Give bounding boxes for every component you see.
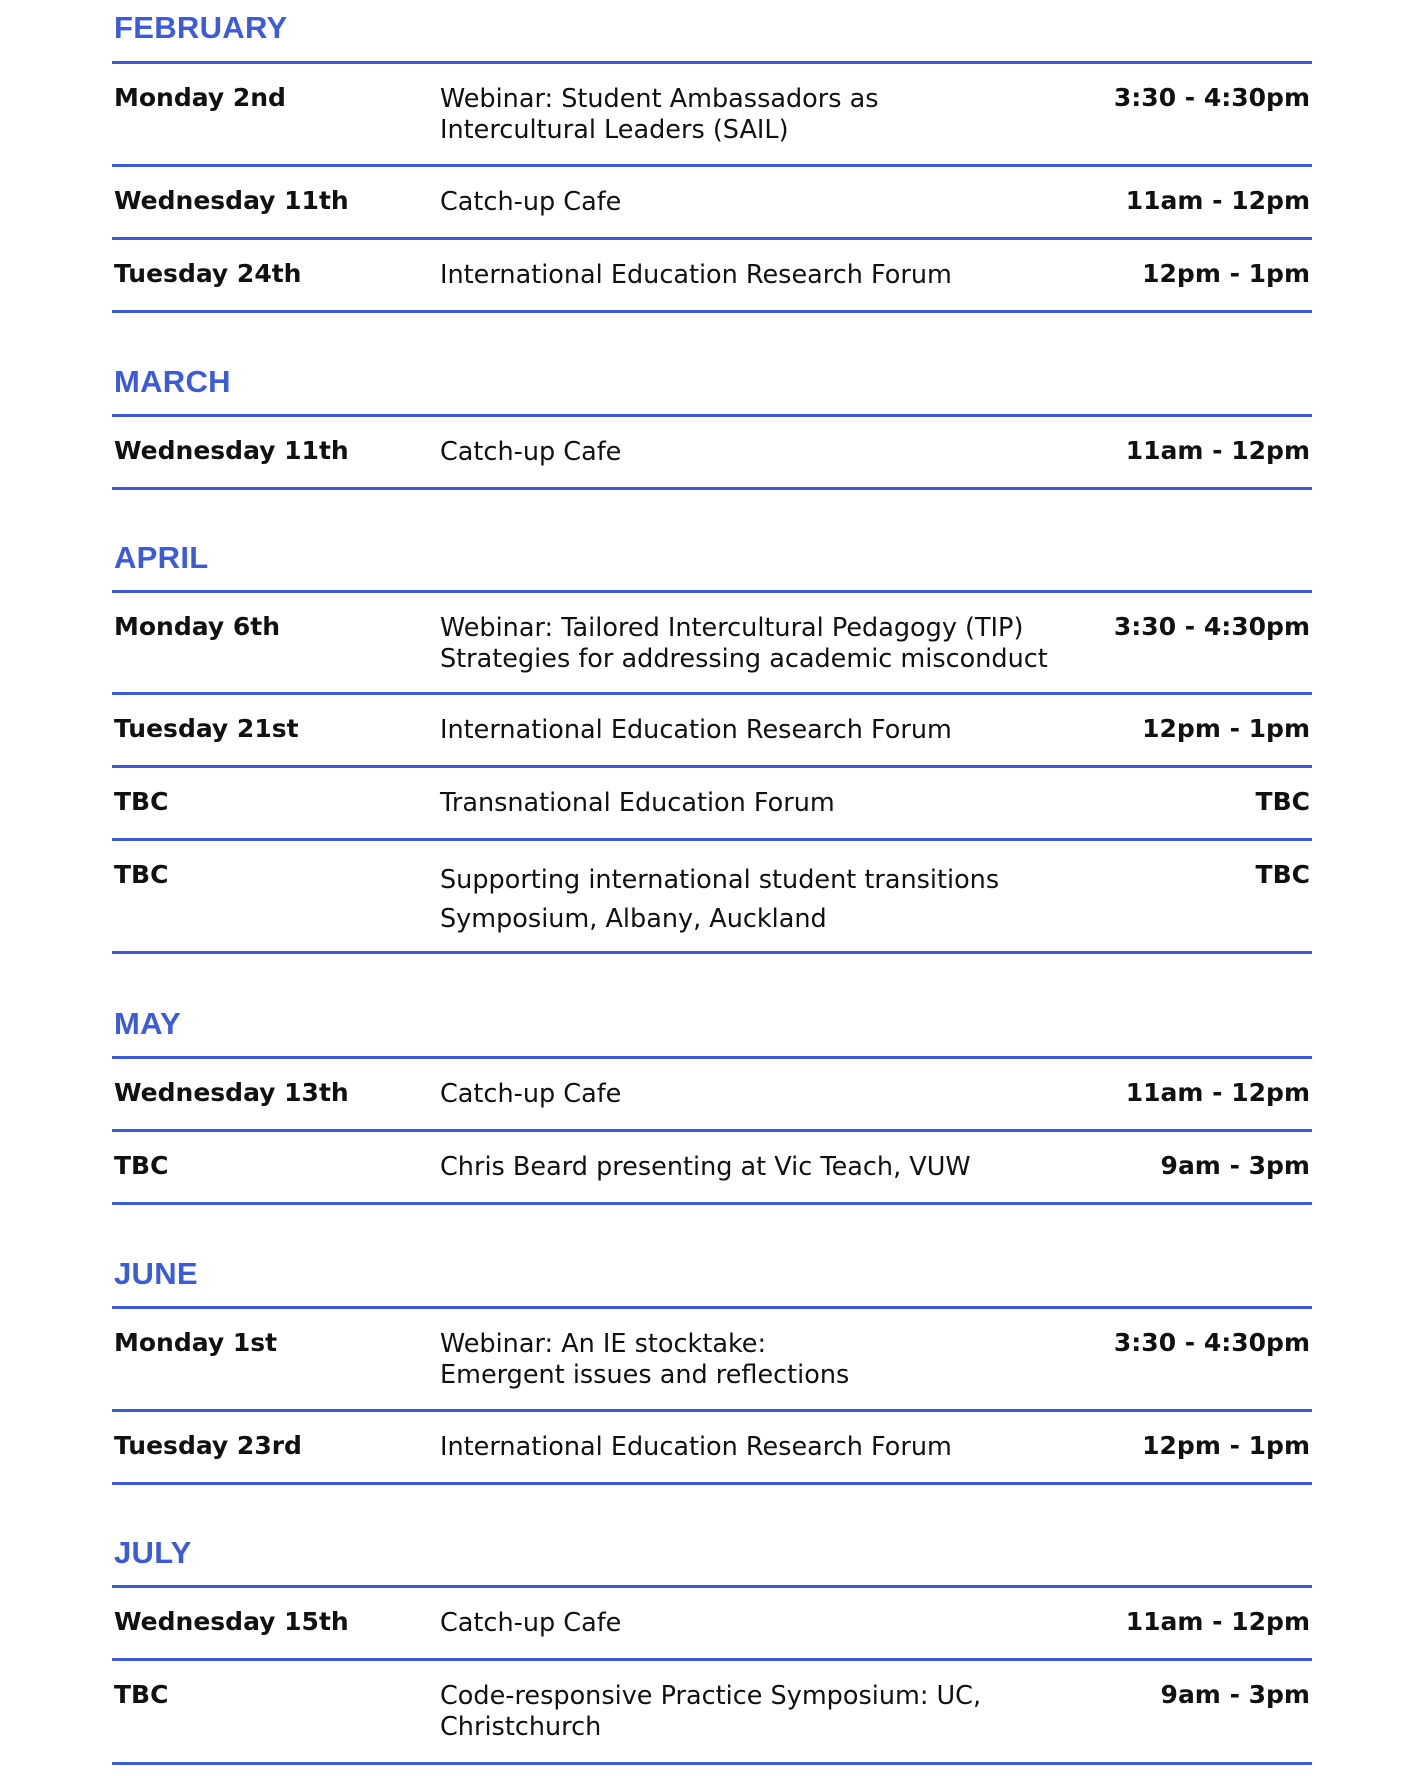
event-title [440,260,1100,291]
event-time: 11am - 12pm [1125,436,1310,465]
event-title [440,437,1100,468]
event-date: Wednesday 13th [114,1078,349,1107]
event-date: TBC [114,860,169,889]
event-title [440,1681,1100,1743]
event-time: 11am - 12pm [1125,1607,1310,1636]
divider [112,1409,1312,1412]
event-date: Wednesday 15th [114,1607,349,1636]
event-title-line: Chris Beard presenting at Vic Teach, VUW [440,1152,971,1182]
month-heading: MAY [114,1006,181,1041]
month-heading: JULY [114,1535,192,1570]
event-date: Tuesday 23rd [114,1431,302,1460]
event-title [440,1329,1100,1391]
event-title-line: International Education Research Forum [440,260,952,290]
event-title [440,1079,1100,1110]
divider [112,1762,1312,1765]
month-heading: FEBRUARY [114,10,288,45]
event-date: Monday 6th [114,612,280,641]
event-title-line: Webinar: Tailored Intercultural Pedagogy (TIP) [440,613,1024,643]
divider [112,765,1312,768]
event-date: Monday 2nd [114,83,286,112]
event-title [440,1432,1100,1463]
divider [112,1129,1312,1132]
divider [112,237,1312,240]
divider [112,1482,1312,1485]
event-time: 9am - 3pm [1160,1680,1310,1709]
event-title [440,1608,1100,1639]
event-time: 3:30 - 4:30pm [1113,83,1310,112]
event-title-line: Webinar: Student Ambassadors as [440,84,879,114]
event-time: TBC [1255,860,1310,889]
event-time: 9am - 3pm [1160,1151,1310,1180]
event-title-line: Christchurch [440,1712,602,1742]
event-time: 12pm - 1pm [1142,1431,1310,1460]
event-title-line: Strategies for addressing academic misconduct [440,644,1048,674]
event-title-line: Catch-up Cafe [440,437,622,467]
event-time: TBC [1255,787,1310,816]
event-title [440,187,1100,218]
divider [112,951,1312,954]
event-title [440,861,1100,939]
event-date: Wednesday 11th [114,186,349,215]
month-heading: APRIL [114,540,209,575]
event-title-line: Catch-up Cafe [440,187,622,217]
event-time: 12pm - 1pm [1142,259,1310,288]
divider [112,1585,1312,1588]
event-time: 3:30 - 4:30pm [1113,1328,1310,1357]
event-date: Tuesday 21st [114,714,299,743]
month-heading: JUNE [114,1256,198,1291]
event-title [440,1152,1100,1183]
divider [112,692,1312,695]
divider [112,1056,1312,1059]
event-date: Monday 1st [114,1328,278,1357]
event-date: TBC [114,787,169,816]
event-date: Tuesday 24th [114,259,302,288]
divider [112,1658,1312,1661]
event-time: 12pm - 1pm [1142,714,1310,743]
divider [112,414,1312,417]
event-title [440,715,1100,746]
event-title-line: Transnational Education Forum [440,788,835,818]
event-title-line: International Education Research Forum [440,715,952,745]
event-title-line: Webinar: An IE stocktake: [440,1329,767,1359]
event-title-line: Intercultural Leaders (SAIL) [440,115,789,145]
divider [112,1202,1312,1205]
event-date: TBC [114,1151,169,1180]
divider [112,310,1312,313]
divider [112,164,1312,167]
event-title-line: Code-responsive Practice Symposium: UC, [440,1681,982,1711]
event-title-line: Catch-up Cafe [440,1608,622,1638]
event-title-line: Catch-up Cafe [440,1079,622,1109]
event-title-line: Supporting international student transitions [440,865,1000,895]
event-date: TBC [114,1680,169,1709]
month-heading: MARCH [114,364,231,399]
event-title [440,84,1100,146]
divider [112,487,1312,490]
event-time: 11am - 12pm [1125,1078,1310,1107]
event-time: 11am - 12pm [1125,186,1310,215]
event-title-line: Symposium, Albany, Auckland [440,904,827,934]
divider [112,61,1312,64]
divider [112,590,1312,593]
event-title-line: International Education Research Forum [440,1432,952,1462]
event-title [440,613,1100,675]
event-time: 3:30 - 4:30pm [1113,612,1310,641]
divider [112,838,1312,841]
event-title [440,788,1100,819]
divider [112,1306,1312,1309]
event-date: Wednesday 11th [114,436,349,465]
event-title-line: Emergent issues and reflections [440,1360,850,1390]
